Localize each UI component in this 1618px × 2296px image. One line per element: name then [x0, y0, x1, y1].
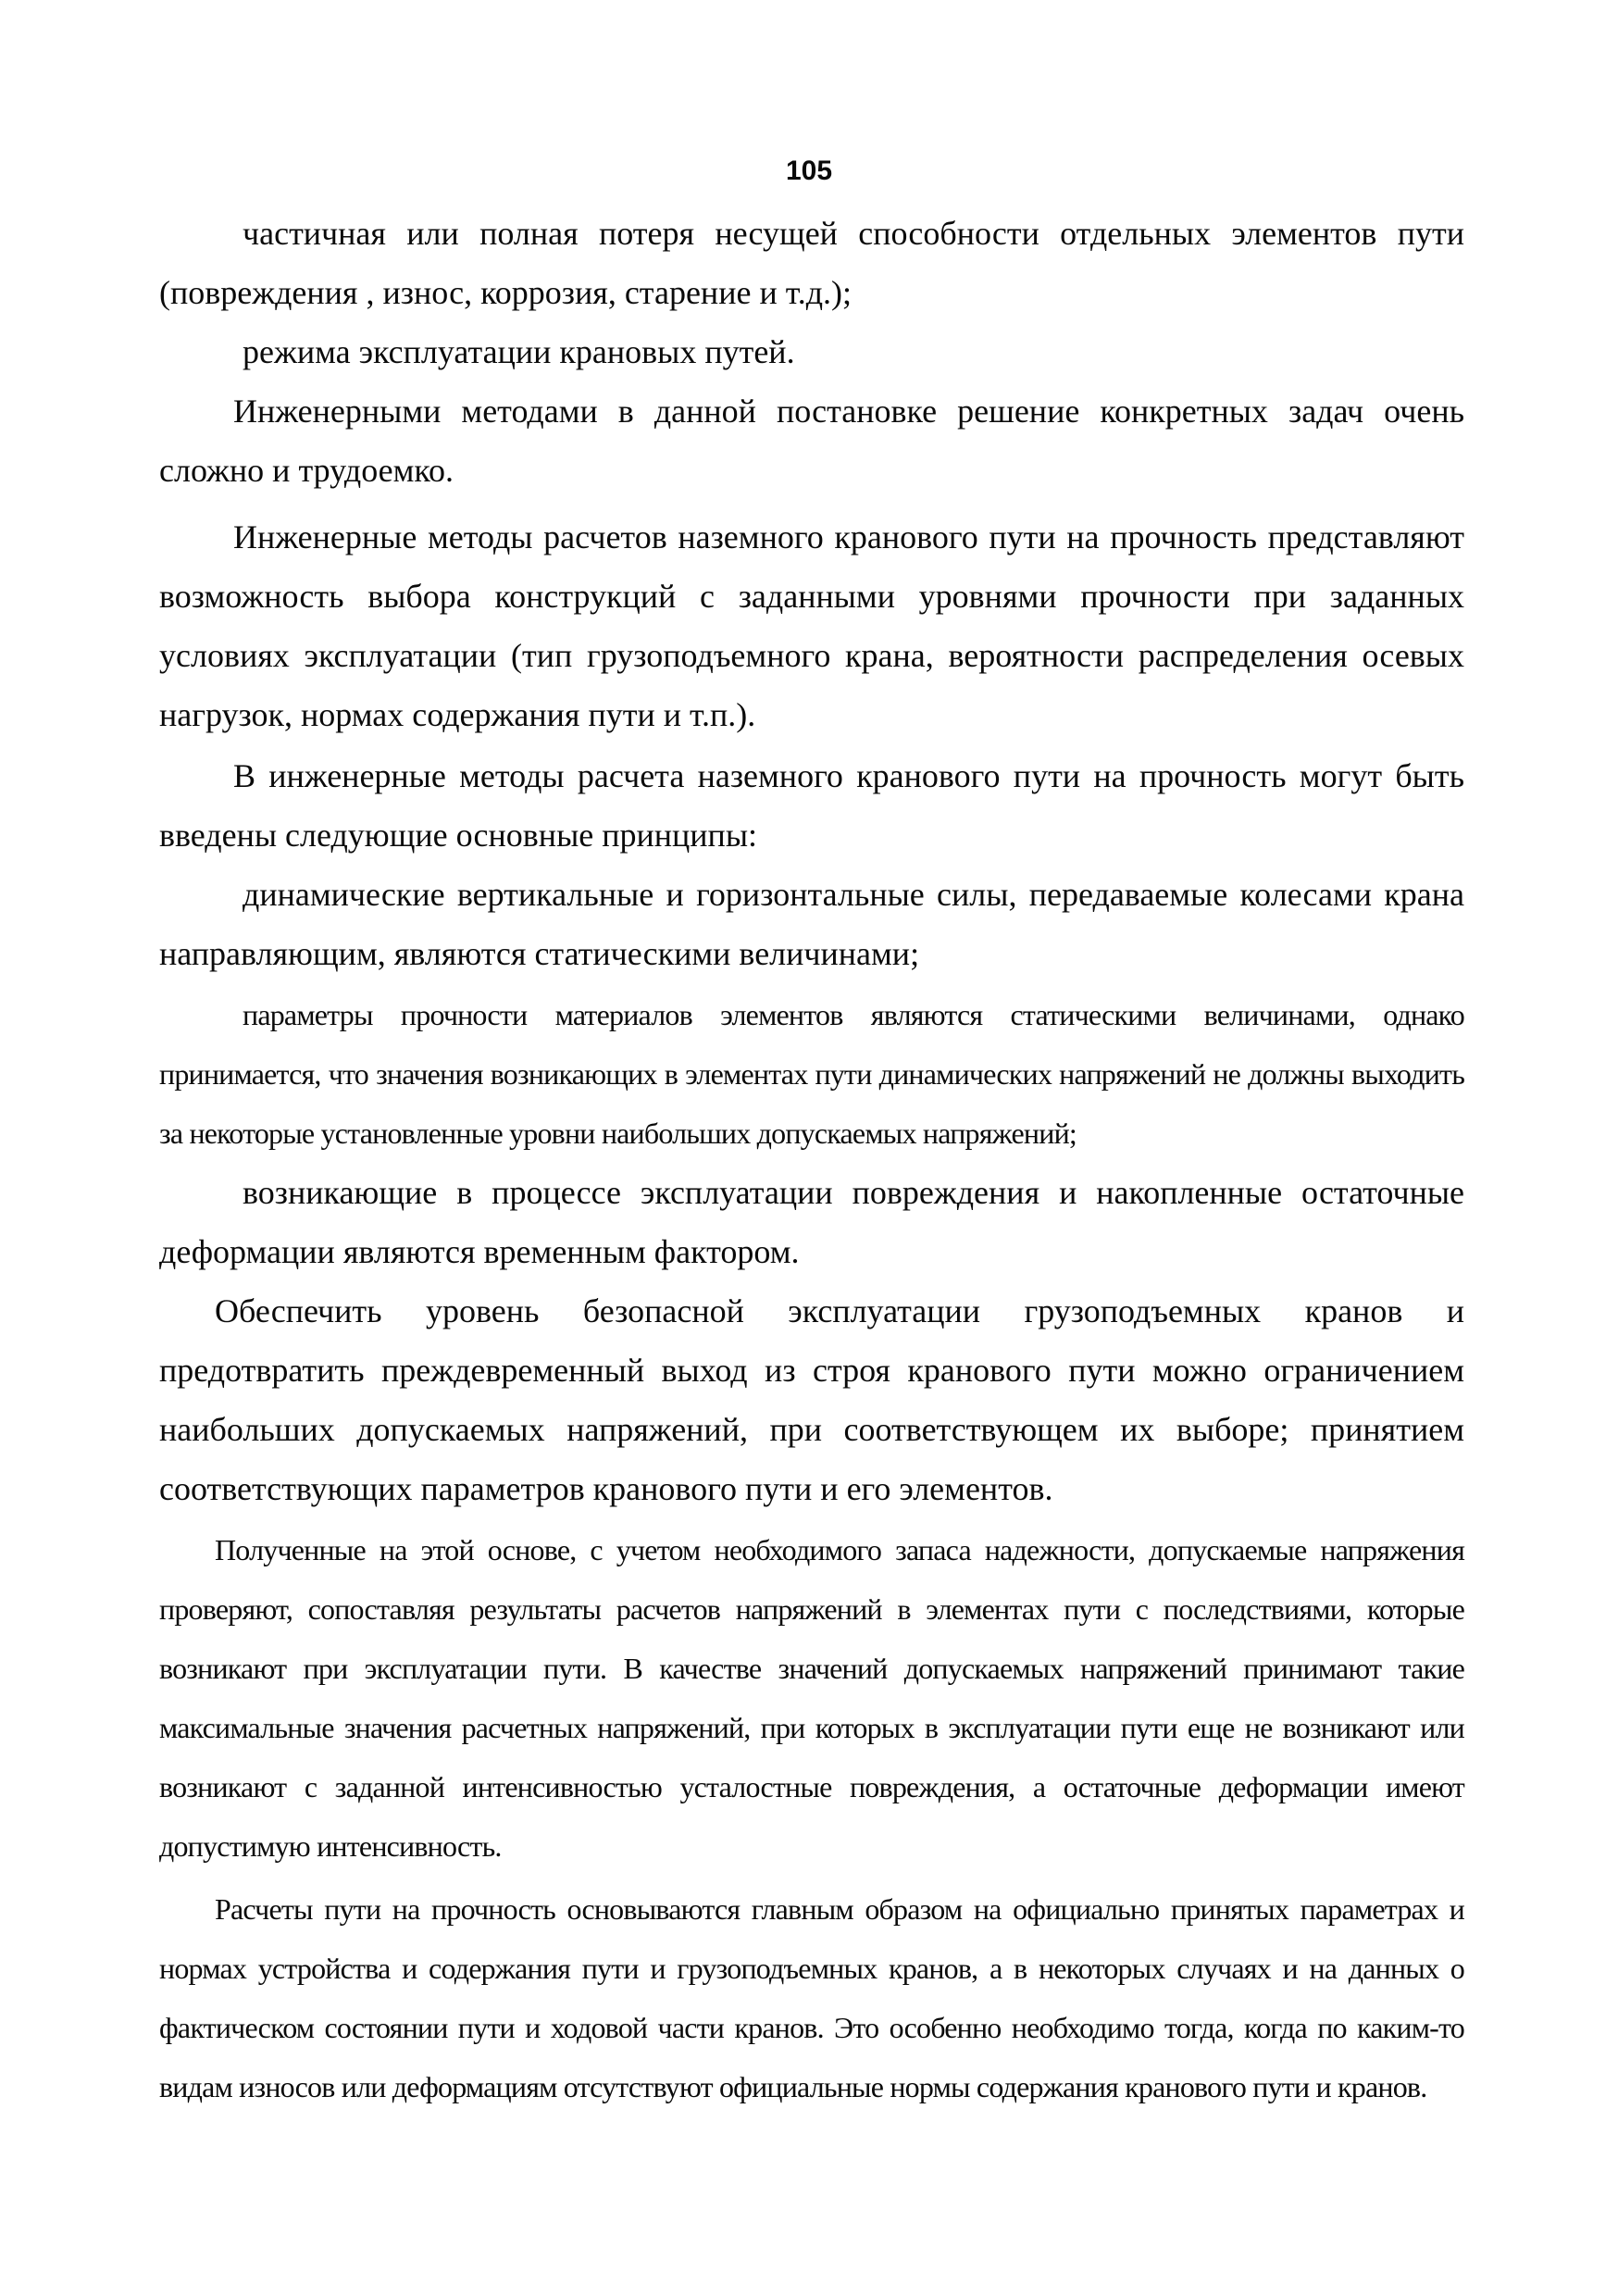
paragraph-2: режима эксплуатации крановых путей. — [243, 333, 795, 370]
paragraph-8: возникающие в процессе эксплуатации повреждения и накопленные остаточные деформации являются временным фактором. — [159, 1174, 1464, 1270]
paragraph-10: Полученные на этой основе, с учетом необходимого запаса надежности, допускаемые напряжения проверяют, сопоставляя результаты расчетов напряжений в элементах пути с последствиями, которые возникают при эксплуатации пути. В качестве значений допускаемых напряжений принимают такие максимальные значения расчетных напряжений, при которых в эксплуатации пути еще не возникают или возникают с заданной интенсивностью усталостные повреждения, а остаточные деформации имеют допустимую интенсивность. — [159, 1533, 1464, 1863]
paragraph-5: В инженерные методы расчета наземного кранового пути на прочность могут быть введены следующие основные принципы: — [159, 757, 1464, 854]
paragraph-1: частичная или полная потеря несущей способности отдельных элементов пути (повреждения , износ, коррозия, старение и т.д.); — [159, 215, 1464, 311]
paragraph-6: динамические вертикальные и горизонтальные силы, передаваемые колесами крана направляющим, являются статическими величинами; — [159, 876, 1464, 972]
paragraph-11: Расчеты пути на прочность основываются главным образом на официально принятых параметрах и нормах устройства и содержания пути и грузоподъемных кранов, а в некоторых случаях и на данных о фактическом состоянии пути и ходовой части кранов. Это особенно необходимо тогда, когда по каким-то видам износов или деформациям отсутствуют официальные нормы содержания кранового пути и кранов. — [159, 1892, 1464, 2103]
paragraph-7: параметры прочности материалов элементов являются статическими величинами, однако принимается, что значения возникающих в элементах пути динамических напряжений не должны выходить за некоторые установленные уровни наибольших допускаемых напряжений; — [159, 998, 1464, 1150]
paragraph-4: Инженерные методы расчетов наземного кранового пути на прочность представляют возможность выбора конструкций с заданными уровнями прочности при заданных условиях эксплуатации (тип грузоподъемного крана, вероятности распределения осевых нагрузок, нормах содержания пути и т.п.). — [159, 518, 1464, 733]
paragraph-3: Инженерными методами в данной постановке решение конкретных задач очень сложно и трудоемко. — [159, 393, 1464, 489]
paragraph-9: Обеспечить уровень безопасной эксплуатации грузоподъемных кранов и предотвратить преждевременный выход из строя кранового пути можно ограничением наибольших допускаемых напряжений, при соответствующем их выборе; принятием соответствующих параметров кранового пути и его элементов. — [159, 1292, 1464, 1507]
page-number: 105 — [785, 156, 833, 186]
